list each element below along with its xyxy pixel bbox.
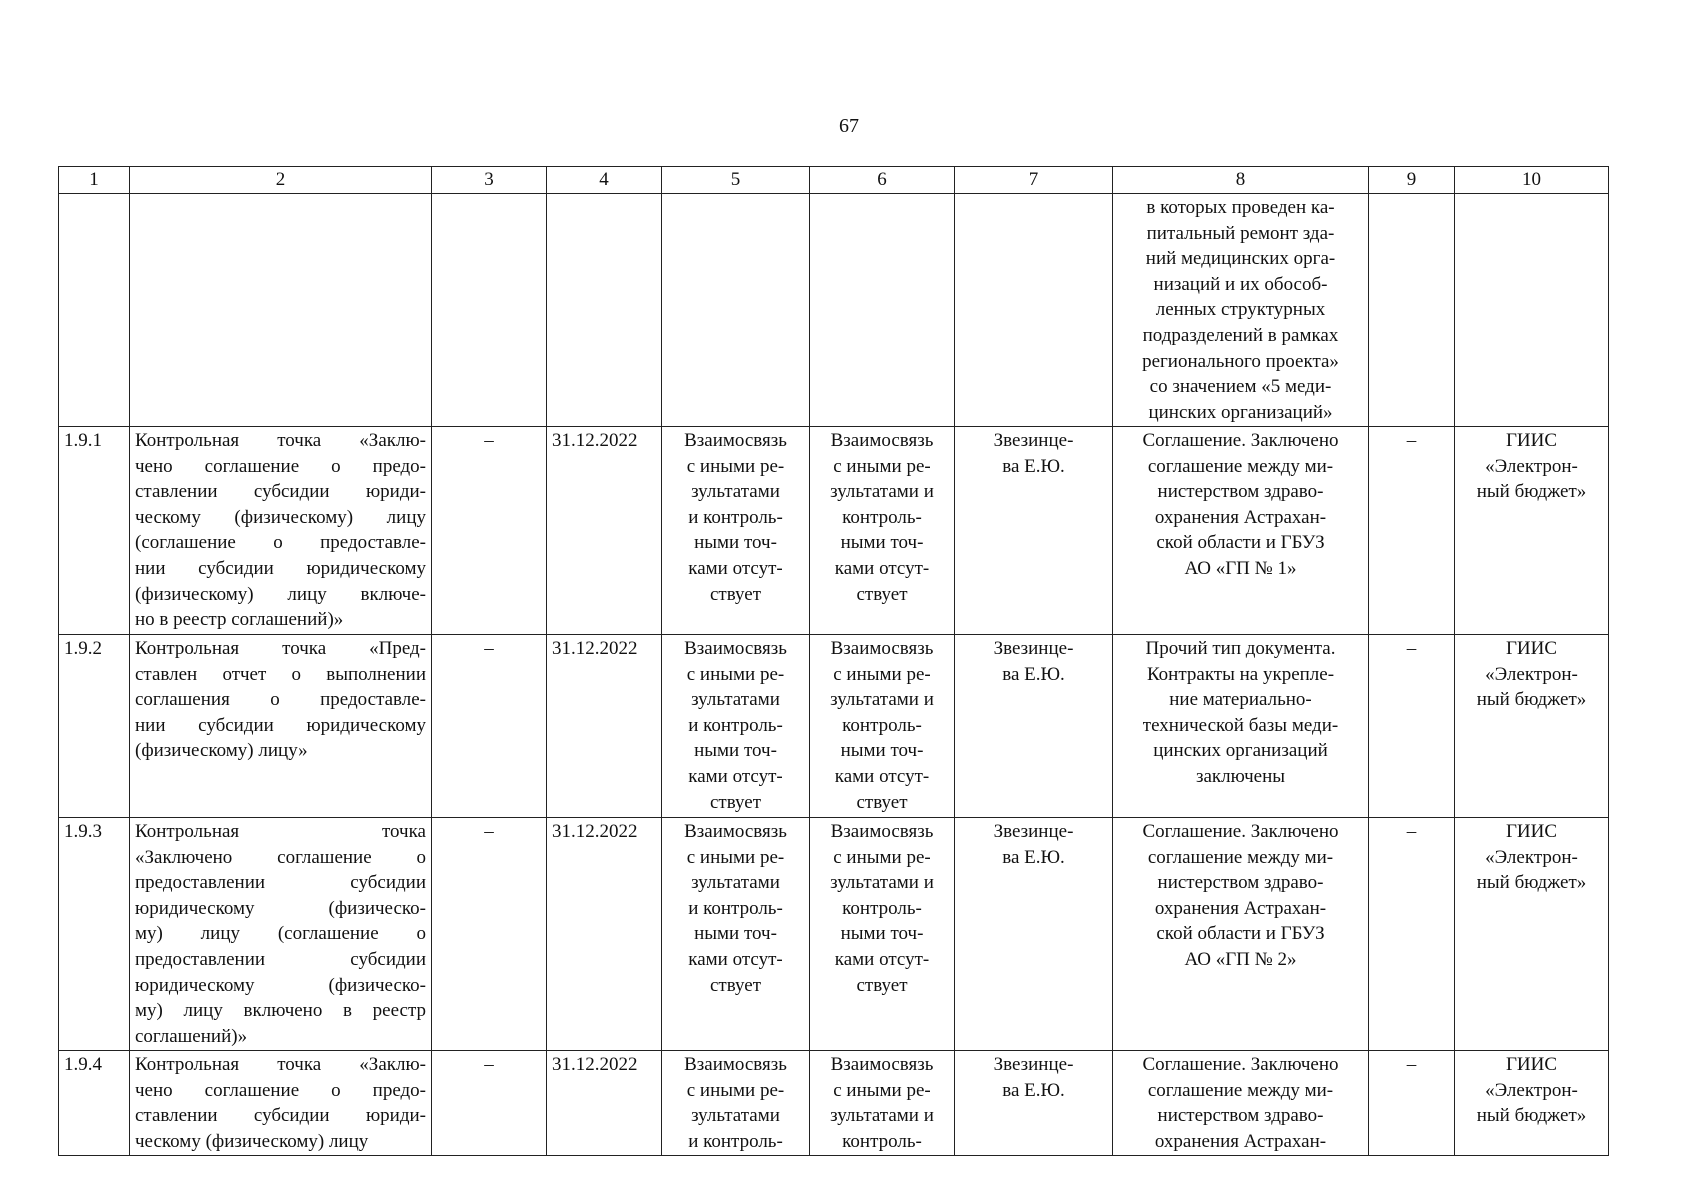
cell-text-line: и контроль- [688, 714, 783, 736]
cell-text-line: чено соглашение о предо- [135, 455, 426, 477]
cell-text-line: ными точ- [694, 923, 777, 945]
control-point-name-cell [130, 1051, 432, 1156]
cell-text-line: питальный ремонт зда- [1146, 222, 1335, 244]
cell-text-line: охранения Астрахан- [1154, 897, 1327, 919]
empty-cell [432, 194, 547, 427]
cell-text-line: контроль- [842, 897, 922, 919]
column-header: 4 [547, 167, 662, 194]
cell-text-line: с иными ре- [833, 455, 931, 477]
empty-cell [955, 194, 1113, 427]
cell-text-line: «Электрон- [1485, 455, 1578, 477]
dash-cell: – [1369, 1051, 1455, 1156]
cell-text-line: Звезинце- [993, 1054, 1074, 1075]
relationship-cell [662, 818, 810, 1051]
dash-cell: – [1369, 427, 1455, 635]
cell-text-line: ва Е.Ю. [1002, 1079, 1065, 1101]
row-number-cell: 1.9.4 [59, 1051, 130, 1156]
cell-text-line: ствует [709, 791, 762, 813]
cell-text-line: нистерством здраво- [1157, 872, 1324, 894]
cell-text-line: (соглашение о предоставле- [135, 532, 426, 554]
cell-text-line: предоставлении субсидии [135, 948, 426, 970]
cell-text-line: соглашение между ми- [1147, 1079, 1334, 1101]
cell-text-line: и контроль- [688, 897, 783, 919]
dash-cell: – [1369, 635, 1455, 818]
cell-text-line: соглашений)» [135, 1025, 248, 1047]
cell-text-line: подразделений в рамках [1142, 324, 1339, 346]
cell-text-line: ГИИС [1505, 638, 1558, 659]
cell-text-line: му) лицу включено в реестр [135, 1000, 426, 1022]
column-header: 7 [955, 167, 1113, 194]
empty-cell [810, 194, 955, 427]
cell-text-line: Контрольная точка «Заклю- [135, 430, 426, 451]
cell-text-line: ными точ- [840, 740, 924, 762]
cell-text-line: Соглашение. Заключено [1142, 821, 1339, 842]
cell-text-line: Звезинце- [993, 638, 1074, 659]
empty-cell [662, 194, 810, 427]
cell-text-line: цинских организаций» [1148, 401, 1333, 423]
cell-text-line: (физическому) лицу» [135, 740, 308, 762]
column-header: 10 [1455, 167, 1609, 194]
cell-text-line: зультатами [691, 689, 780, 711]
cell-text-line: ный бюджет» [1476, 872, 1587, 894]
relationship-cell [662, 1051, 810, 1156]
cell-text-line: АО «ГП № 1» [1184, 557, 1297, 579]
result-description-cell [1113, 194, 1369, 427]
cell-text-line: с иными ре- [686, 663, 785, 685]
table-row [59, 635, 1609, 818]
cell-text-line: му) лицу (соглашение о [135, 923, 426, 945]
table-row [59, 427, 1609, 635]
responsible-person-cell [955, 818, 1113, 1051]
row-number-cell: 1.9.2 [59, 635, 130, 818]
responsible-person-cell [955, 427, 1113, 635]
table-row [59, 818, 1609, 1051]
date-cell: 31.12.2022 [547, 818, 662, 1051]
cell-text-line: ными точ- [840, 532, 924, 554]
cell-text-line: контроль- [842, 714, 922, 736]
cell-text-line: с иными ре- [833, 846, 931, 868]
cell-text-line: ГИИС [1505, 821, 1558, 842]
control-point-name-cell [130, 635, 432, 818]
column-header: 1 [59, 167, 130, 194]
column-header: 9 [1369, 167, 1455, 194]
cell-text-line: Контрольная точка «Заклю- [135, 1054, 426, 1075]
cell-text-line: низаций и их обособ- [1153, 273, 1328, 295]
control-point-name-cell [130, 427, 432, 635]
cell-text-line: со значением «5 меди- [1149, 376, 1332, 398]
cell-text-line: Взаимосвязь [830, 430, 934, 451]
dash-cell: – [432, 818, 547, 1051]
cell-text-line: Взаимосвязь [684, 821, 787, 842]
relationship-cell [662, 427, 810, 635]
cell-text-line: ческому (физическому) лицу [135, 506, 426, 528]
cell-text-line: ствует [856, 583, 908, 605]
cell-text-line: и контроль- [688, 506, 783, 528]
cell-text-line: Звезинце- [993, 430, 1074, 451]
empty-cell [1369, 194, 1455, 427]
cell-text-line: ствует [856, 791, 908, 813]
information-system-cell [1455, 635, 1609, 818]
cell-text-line: ние материально- [1169, 689, 1312, 711]
cell-text-line: охранения Астрахан- [1154, 1130, 1327, 1152]
information-system-cell [1455, 1051, 1609, 1156]
cell-text-line: «Заключено соглашение о [135, 846, 426, 868]
cell-text-line: зультатами [691, 1105, 780, 1127]
cell-text-line: ставлен отчет о выполнении [135, 663, 426, 685]
cell-text-line: ками отсут- [834, 948, 930, 970]
result-description-cell [1113, 818, 1369, 1051]
dash-cell: – [432, 1051, 547, 1156]
cell-text-line: «Электрон- [1485, 846, 1578, 868]
cell-text-line: с иными ре- [833, 663, 931, 685]
cell-text-line: нистерством здраво- [1157, 1105, 1324, 1127]
result-description-cell [1113, 1051, 1369, 1156]
dash-cell: – [432, 635, 547, 818]
cell-text-line: ствует [709, 974, 762, 996]
cell-text-line: Взаимосвязь [830, 1054, 934, 1075]
cell-text-line: ствует [709, 583, 762, 605]
control-point-name-cell [130, 818, 432, 1051]
cell-text-line: охранения Астрахан- [1154, 506, 1327, 528]
information-system-cell [1455, 818, 1609, 1051]
empty-cell [130, 194, 432, 427]
relationship-cell [810, 427, 955, 635]
row-number-cell: 1.9.3 [59, 818, 130, 1051]
relationship-cell [810, 635, 955, 818]
cell-text-line: ными точ- [694, 740, 777, 762]
cell-text-line: зультатами [691, 872, 780, 894]
cell-text-line: ческому (физическому) лицу [135, 1130, 369, 1152]
cell-text-line: Звезинце- [993, 821, 1074, 842]
empty-cell [59, 194, 130, 427]
cell-text-line: нии субсидии юридическому [135, 714, 426, 736]
cell-text-line: ками отсут- [688, 948, 783, 970]
cell-text-line: ставлении субсидии юриди- [135, 481, 426, 503]
header-row [59, 167, 1609, 194]
cell-text-line: заключены [1195, 765, 1286, 787]
cell-text-line: Контрольная точка [135, 821, 426, 842]
empty-cell [547, 194, 662, 427]
cell-text-line: Взаимосвязь [830, 821, 934, 842]
cell-text-line: предоставлении субсидии [135, 872, 426, 894]
column-header: 8 [1113, 167, 1369, 194]
column-header: 3 [432, 167, 547, 194]
cell-text-line: зультатами и [830, 872, 934, 894]
page-number: 67 [839, 115, 859, 137]
cell-text-line: технической базы меди- [1142, 714, 1339, 736]
column-header: 5 [662, 167, 810, 194]
cell-text-line: Прочий тип документа. [1145, 638, 1336, 659]
cell-text-line: ний медицинских орга- [1145, 248, 1336, 270]
column-header: 2 [130, 167, 432, 194]
cell-text-line: Взаимосвязь [830, 638, 934, 659]
cell-text-line: Взаимосвязь [684, 1054, 787, 1075]
date-cell: 31.12.2022 [547, 427, 662, 635]
cell-text-line: зультатами [691, 481, 780, 503]
cell-text-line: (физическому) лицу включе- [135, 583, 426, 605]
cell-text-line: ва Е.Ю. [1002, 455, 1065, 477]
continuation-row [59, 194, 1609, 427]
cell-text-line: ской области и ГБУЗ [1156, 923, 1325, 945]
cell-text-line: цинских организаций [1153, 740, 1328, 762]
cell-text-line: соглашение между ми- [1147, 846, 1334, 868]
cell-text-line: зультатами и [830, 689, 934, 711]
responsible-person-cell [955, 635, 1113, 818]
cell-text-line: соглашение между ми- [1147, 455, 1334, 477]
relationship-cell [662, 635, 810, 818]
cell-text-line: Взаимосвязь [684, 638, 787, 659]
information-system-cell [1455, 427, 1609, 635]
cell-text-line: ками отсут- [834, 557, 930, 579]
dash-cell: – [1369, 818, 1455, 1051]
cell-text-line: Соглашение. Заключено [1142, 1054, 1339, 1075]
cell-text-line: ствует [856, 974, 908, 996]
column-header: 6 [810, 167, 955, 194]
cell-text-line: и контроль- [688, 1130, 783, 1152]
cell-text-line: ками отсут- [688, 557, 783, 579]
cell-text-line: «Электрон- [1485, 1079, 1578, 1101]
cell-text-line: Взаимосвязь [684, 430, 787, 451]
cell-text-line: ской области и ГБУЗ [1156, 532, 1325, 554]
cell-text-line: контроль- [842, 506, 922, 528]
cell-text-line: с иными ре- [833, 1079, 931, 1101]
cell-text-line: зультатами и [830, 481, 934, 503]
table-row [59, 1051, 1609, 1156]
cell-text-line: зультатами и [830, 1105, 934, 1127]
cell-text-line: ный бюджет» [1476, 1105, 1587, 1127]
cell-text-line: ставлении субсидии юриди- [135, 1105, 426, 1127]
cell-text-line: регионального проекта» [1142, 350, 1339, 372]
cell-text-line: соглашения о предоставле- [135, 689, 426, 711]
cell-text-line: чено соглашение о предо- [135, 1079, 426, 1101]
cell-text-line: Контрольная точка «Пред- [135, 638, 426, 659]
cell-text-line: ГИИС [1505, 430, 1558, 451]
cell-text-line: ными точ- [694, 532, 777, 554]
result-description-cell [1113, 635, 1369, 818]
cell-text-line: «Электрон- [1485, 663, 1578, 685]
cell-text-line: ками отсут- [834, 765, 930, 787]
relationship-cell [810, 818, 955, 1051]
cell-text-line: но в реестр соглашений)» [135, 609, 344, 631]
responsible-person-cell [955, 1051, 1113, 1156]
cell-text-line: ва Е.Ю. [1002, 846, 1065, 868]
cell-text-line: контроль- [842, 1130, 922, 1152]
cell-text-line: с иными ре- [686, 455, 785, 477]
empty-cell [1455, 194, 1609, 427]
dash-cell: – [432, 427, 547, 635]
cell-text-line: ва Е.Ю. [1002, 663, 1065, 685]
cell-text-line: АО «ГП № 2» [1184, 948, 1297, 970]
cell-text-line: нистерством здраво- [1157, 481, 1324, 503]
date-cell: 31.12.2022 [547, 635, 662, 818]
cell-text-line: ГИИС [1505, 1054, 1558, 1075]
row-number-cell: 1.9.1 [59, 427, 130, 635]
cell-text-line: ками отсут- [688, 765, 783, 787]
cell-text-line: с иными ре- [686, 1079, 785, 1101]
relationship-cell [810, 1051, 955, 1156]
cell-text-line: ный бюджет» [1476, 481, 1587, 503]
cell-text-line: ными точ- [840, 923, 924, 945]
cell-text-line: юридическому (физическо- [135, 897, 426, 919]
date-cell: 31.12.2022 [547, 1051, 662, 1156]
cell-text-line: нии субсидии юридическому [135, 557, 426, 579]
cell-text-line: в которых проведен ка- [1146, 197, 1335, 218]
cell-text-line: Соглашение. Заключено [1142, 430, 1339, 451]
cell-text-line: с иными ре- [686, 846, 785, 868]
cell-text-line: ный бюджет» [1476, 689, 1587, 711]
result-description-cell [1113, 427, 1369, 635]
cell-text-line: Контракты на укрепле- [1146, 663, 1335, 685]
cell-text-line: юридическому (физическо- [135, 974, 426, 996]
cell-text-line: ленных структурных [1155, 299, 1326, 321]
control-points-table [58, 166, 1609, 1156]
